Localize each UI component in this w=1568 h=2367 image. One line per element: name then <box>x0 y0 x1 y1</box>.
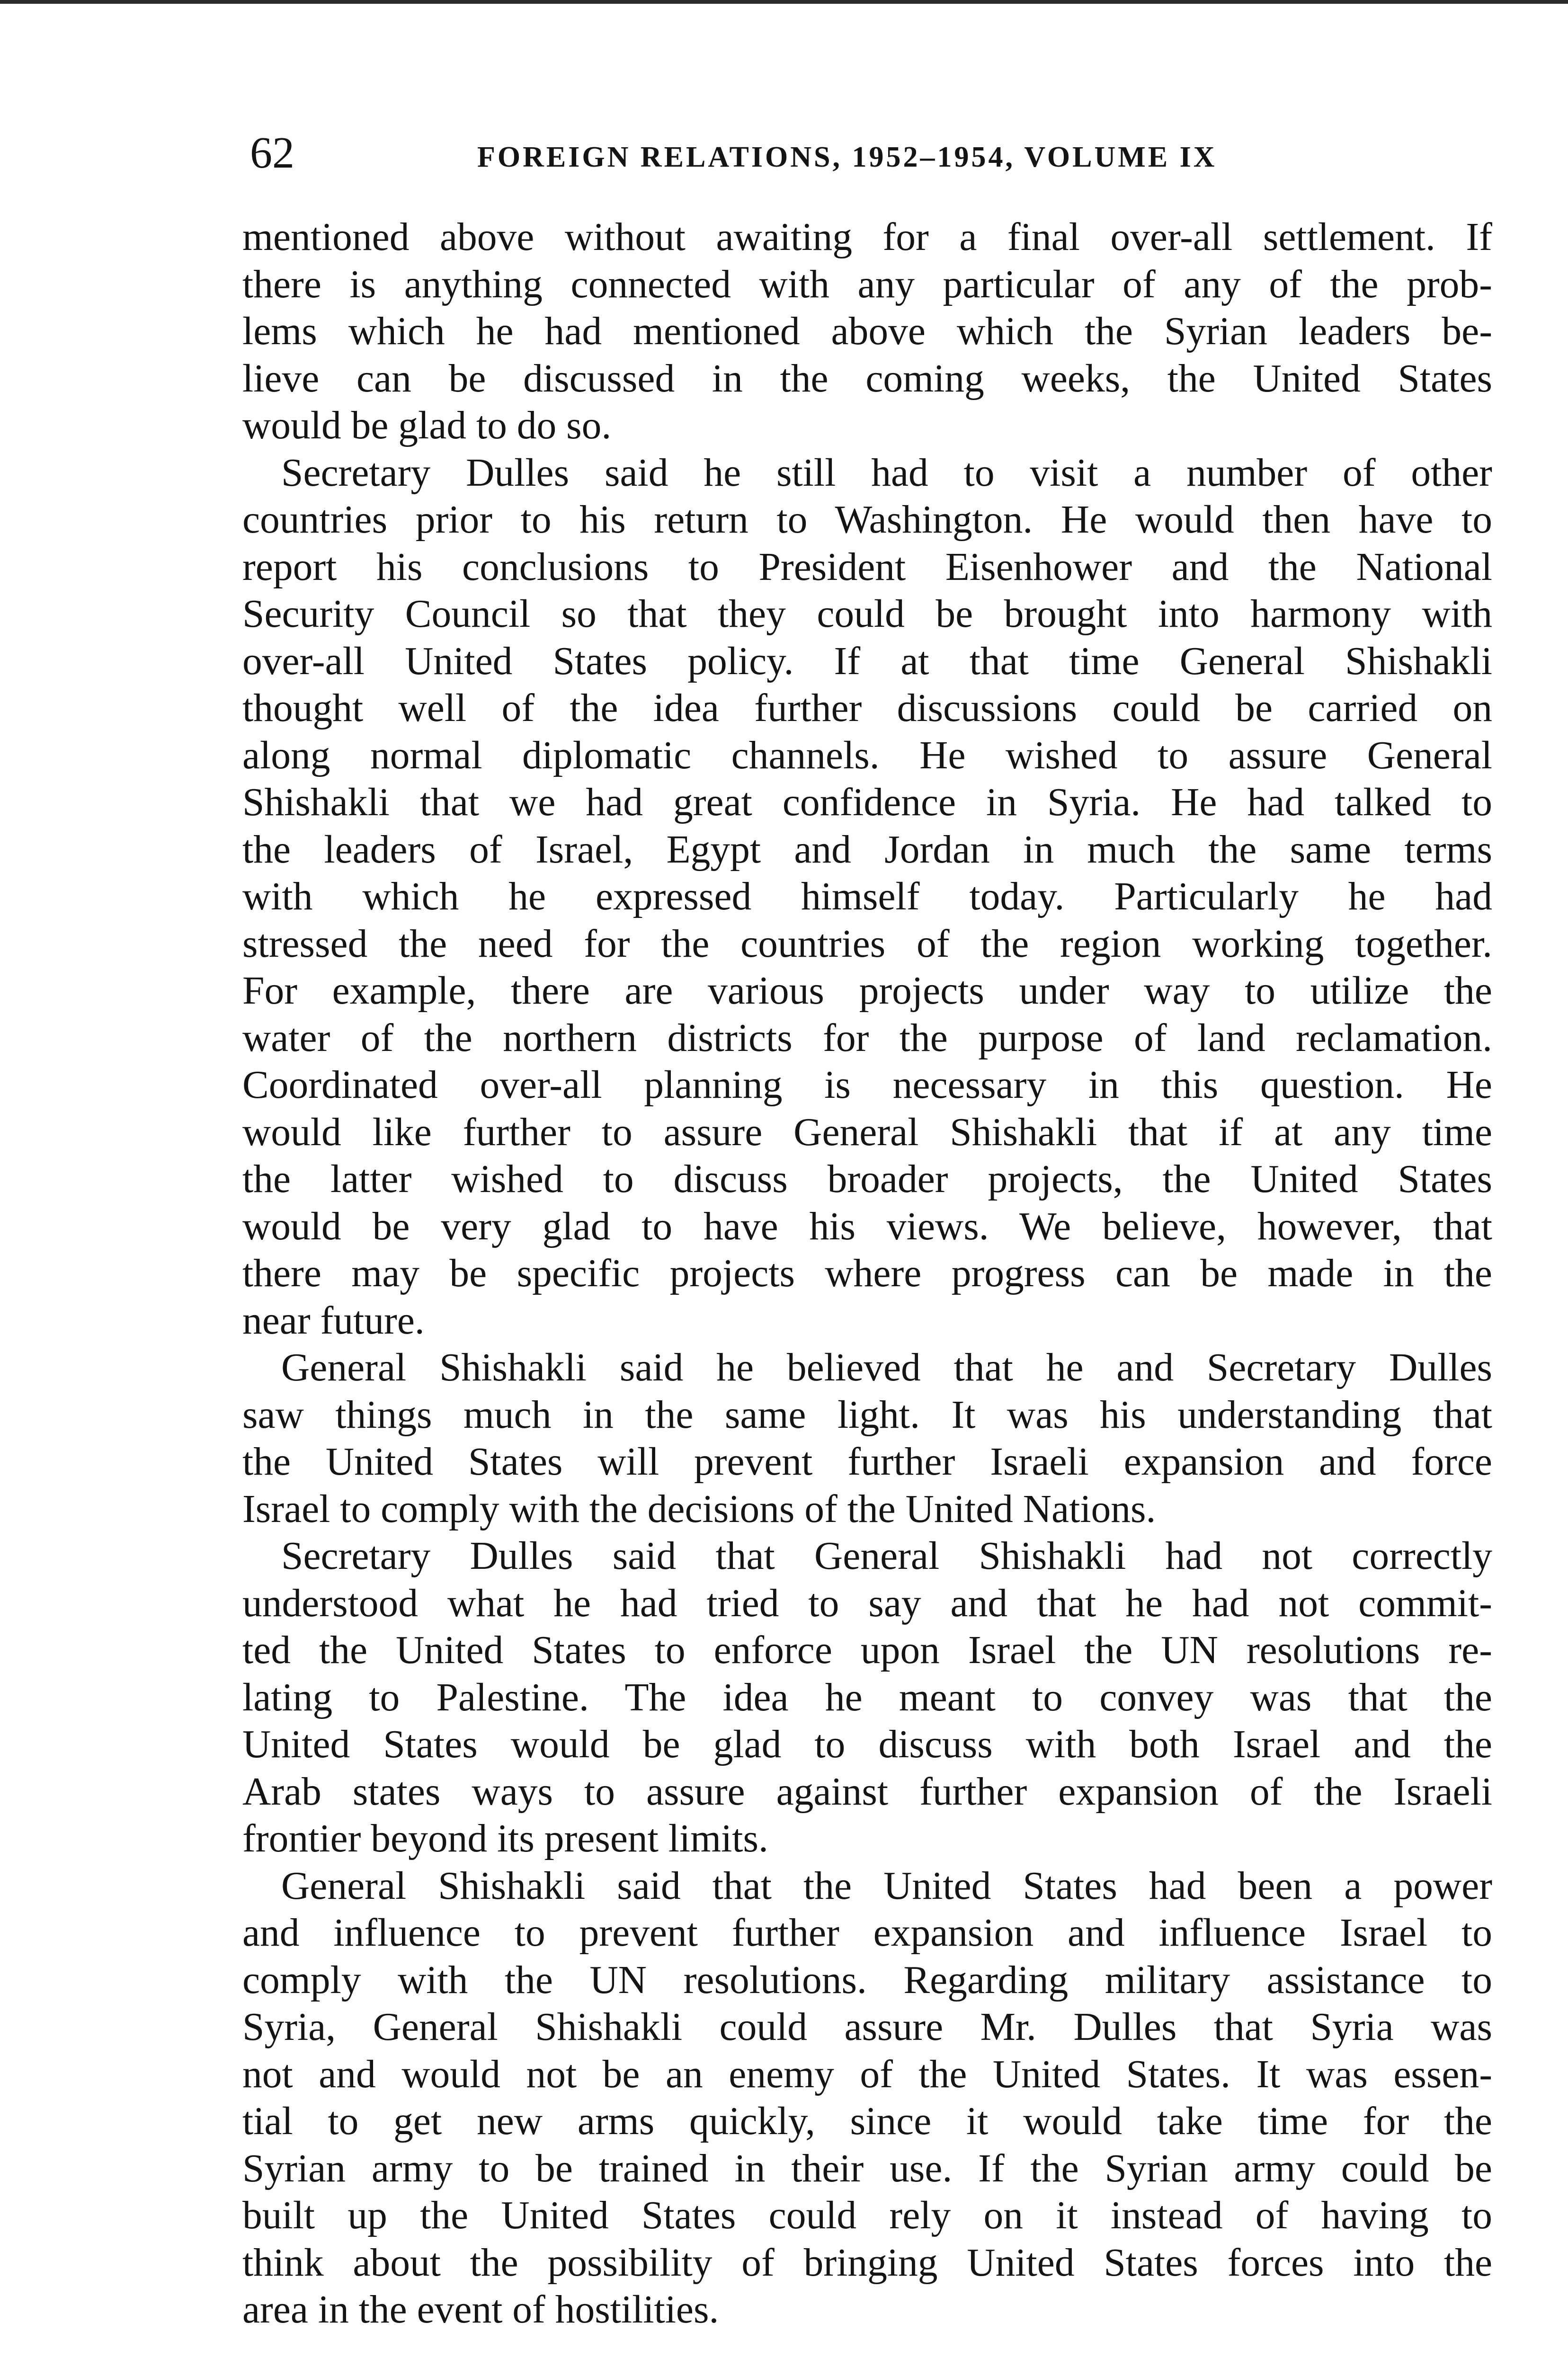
text-line: would be glad to do so. <box>242 404 612 447</box>
text-line: Syrian army to be trained in their use. If the Syrian army could be <box>242 2146 1492 2190</box>
text-line: thought well of the idea further discussions could be carried on <box>242 686 1492 730</box>
text-line: Security Council so that they could be brought into harmony with <box>242 592 1492 636</box>
text-line: area in the event of hostilities. <box>242 2288 719 2331</box>
text-line: along normal diplomatic channels. He wished to assure General <box>242 733 1492 777</box>
text-line: lieve can be discussed in the coming weeks, the United States <box>242 356 1492 400</box>
text-line: saw things much in the same light. It was his understanding that <box>242 1393 1492 1437</box>
paragraph-3 <box>242 1344 1492 1533</box>
running-title: FOREIGN RELATIONS, 1952–1954, VOLUME IX <box>477 141 1217 173</box>
text-line: Israel to comply with the decisions of the United Nations. <box>242 1487 1156 1531</box>
text-line: Secretary Dulles said that General Shishakli had not correctly <box>281 1534 1492 1578</box>
text-line: the United States will prevent further Israeli expansion and force <box>242 1440 1492 1484</box>
text-line: and influence to prevent further expansion and influence Israel to <box>242 1911 1492 1955</box>
text-line: Coordinated over-all planning is necessary in this question. He <box>242 1063 1492 1107</box>
text-line: would be very glad to have his views. We believe, however, that <box>242 1204 1492 1248</box>
text-line: lems which he had mentioned above which the Syrian leaders be- <box>242 310 1492 353</box>
text-line: with which he expressed himself today. Particularly he had <box>242 875 1492 918</box>
text-line: the leaders of Israel, Egypt and Jordan in much the same terms <box>242 828 1492 872</box>
text-line: countries prior to his return to Washington. He would then have to <box>242 498 1492 542</box>
text-line: would like further to assure General Shishakli that if at any time <box>242 1110 1492 1154</box>
text-line: Arab states ways to assure against further expansion of the Israeli <box>242 1770 1492 1814</box>
text-line: there may be specific projects where progress can be made in the <box>242 1252 1492 1295</box>
text-line: For example, there are various projects under way to utilize the <box>242 969 1492 1013</box>
text-line: Secretary Dulles said he still had to visit a number of other <box>281 451 1492 495</box>
text-line: mentioned above without awaiting for a final over-all settlement. If <box>242 215 1492 259</box>
paragraph-4 <box>242 1533 1492 1863</box>
text-line: built up the United States could rely on it instead of having to <box>242 2194 1492 2237</box>
text-line: think about the possibility of bringing United States forces into the <box>242 2241 1492 2285</box>
paragraph-2 <box>242 450 1492 1345</box>
text-line: there is anything connected with any particular of any of the prob- <box>242 262 1492 306</box>
text-line: lating to Palestine. The idea he meant to convey was that the <box>242 1675 1492 1719</box>
body-text <box>242 214 1492 2334</box>
text-line: report his conclusions to President Eisenhower and the National <box>242 545 1492 589</box>
text-line: General Shishakli said he believed that he and Secretary Dulles <box>281 1346 1492 1389</box>
text-line: General Shishakli said that the United States had been a power <box>281 1864 1492 1908</box>
top-border <box>0 0 1568 4</box>
paragraph-5 <box>242 1863 1492 2334</box>
text-line: near future. <box>242 1299 425 1343</box>
text-line: Syria, General Shishakli could assure Mr. Dulles that Syria was <box>242 2005 1492 2049</box>
text-line: over-all United States policy. If at that time General Shishakli <box>242 639 1492 683</box>
text-line: frontier beyond its present limits. <box>242 1817 768 1860</box>
text-line: water of the northern districts for the purpose of land reclamation. <box>242 1016 1492 1060</box>
paragraph-1 <box>242 214 1492 450</box>
text-line: stressed the need for the countries of the region working together. <box>242 922 1492 966</box>
text-line: ted the United States to enforce upon Israel the UN resolutions re- <box>242 1628 1492 1672</box>
text-line: the latter wished to discuss broader projects, the United States <box>242 1157 1492 1201</box>
text-line: tial to get new arms quickly, since it would take time for the <box>242 2100 1492 2143</box>
text-line: understood what he had tried to say and that he had not commit- <box>242 1581 1492 1625</box>
page-number: 62 <box>250 128 294 178</box>
text-line: Shishakli that we had great confidence in Syria. He had talked to <box>242 781 1492 824</box>
text-line: not and would not be an enemy of the United States. It was essen- <box>242 2052 1492 2096</box>
text-line: comply with the UN resolutions. Regarding military assistance to <box>242 1958 1492 2002</box>
running-head <box>250 127 1490 179</box>
text-line: United States would be glad to discuss with both Israel and the <box>242 1723 1492 1766</box>
